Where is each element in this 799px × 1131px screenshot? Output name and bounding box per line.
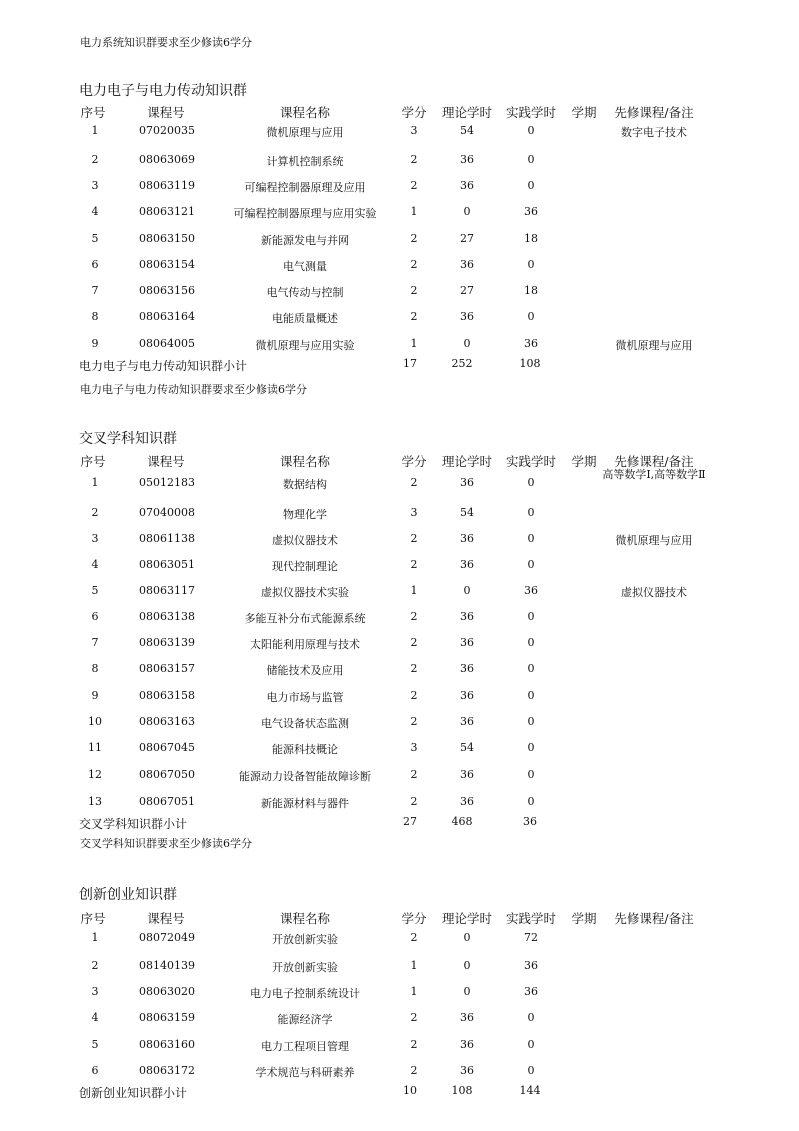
cell-code: 08063119	[139, 179, 195, 192]
cell-theory: 54	[460, 124, 474, 137]
cell-practice: 0	[527, 124, 535, 137]
cell-seq: 2	[91, 959, 99, 972]
cell-practice: 0	[527, 715, 535, 728]
table-row	[0, 715, 799, 733]
header-seq: 序号	[80, 911, 106, 926]
cell-credit: 2	[410, 689, 418, 702]
cell-practice: 0	[527, 532, 535, 545]
subtotal-label: 电力电子与电力传动知识群小计	[79, 359, 248, 373]
subtotal-credit: 10	[403, 1084, 417, 1097]
cell-credit: 2	[410, 558, 418, 571]
cell-theory: 36	[460, 636, 474, 649]
subtotal-theory: 468	[451, 815, 473, 828]
cell-name: 开放创新实验	[272, 961, 338, 974]
table-row	[0, 584, 799, 602]
cell-theory: 36	[460, 558, 474, 571]
subtotal-row	[0, 815, 799, 833]
table-row	[0, 468, 799, 494]
cell-seq: 6	[91, 258, 99, 271]
cell-theory: 27	[460, 284, 474, 297]
cell-practice: 0	[527, 1038, 535, 1051]
header-prereq: 先修课程/备注	[614, 105, 694, 120]
cell-seq: 10	[88, 715, 102, 728]
header-term: 学期	[571, 105, 597, 120]
top-note: 电力系统知识群要求至少修读6学分	[80, 36, 252, 49]
table-row	[0, 741, 799, 759]
cell-credit: 2	[410, 310, 418, 323]
subtotal-theory: 108	[451, 1084, 473, 1097]
cell-practice: 0	[527, 741, 535, 754]
cell-credit: 1	[410, 985, 418, 998]
cell-code: 08063164	[139, 310, 195, 323]
cell-prereq: 微机原理与应用	[615, 534, 693, 547]
cell-credit: 3	[410, 506, 418, 519]
cell-name: 能源科技概论	[272, 743, 338, 756]
cell-code: 08063157	[139, 662, 195, 675]
cell-name: 能源动力设备智能故障诊断	[239, 770, 371, 783]
cell-theory: 0	[463, 931, 471, 944]
subtotal-label: 交叉学科知识群小计	[79, 817, 188, 831]
cell-seq: 2	[91, 506, 99, 519]
cell-theory: 36	[460, 532, 474, 545]
cell-seq: 1	[91, 931, 99, 944]
header-prereq: 先修课程/备注	[614, 911, 694, 926]
cell-name: 可编程控制器原理及应用	[244, 181, 366, 194]
cell-name: 新能源材料与器件	[261, 797, 349, 810]
cell-credit: 2	[410, 232, 418, 245]
section-title: 交叉学科知识群	[79, 431, 177, 447]
cell-name: 虚拟仪器技术	[272, 534, 338, 547]
cell-theory: 0	[463, 337, 471, 350]
table-row	[0, 985, 799, 1003]
cell-code: 08072049	[139, 931, 195, 944]
header-term: 学期	[571, 911, 597, 926]
cell-credit: 2	[410, 284, 418, 297]
header-theory: 理论学时	[441, 911, 493, 926]
cell-practice: 0	[527, 636, 535, 649]
cell-code: 08140139	[139, 959, 195, 972]
cell-prereq: 微机原理与应用	[615, 339, 693, 352]
table-row	[0, 1038, 799, 1056]
cell-practice: 0	[527, 258, 535, 271]
cell-code: 08063139	[139, 636, 195, 649]
cell-name: 储能技术及应用	[266, 664, 344, 677]
cell-credit: 2	[410, 532, 418, 545]
cell-theory: 0	[463, 205, 471, 218]
cell-prereq: 虚拟仪器技术	[621, 586, 687, 599]
header-seq: 序号	[80, 105, 106, 120]
cell-code: 08063160	[139, 1038, 195, 1051]
cell-credit: 2	[410, 768, 418, 781]
table-row	[0, 284, 799, 302]
cell-name: 电气传动与控制	[266, 286, 344, 299]
cell-theory: 36	[460, 179, 474, 192]
section-note: 交叉学科知识群要求至少修读6学分	[80, 837, 252, 850]
cell-seq: 8	[91, 662, 99, 675]
cell-seq: 3	[91, 532, 99, 545]
cell-seq: 1	[91, 476, 99, 489]
cell-practice: 18	[524, 232, 538, 245]
cell-theory: 27	[460, 232, 474, 245]
cell-code: 08063159	[139, 1011, 195, 1024]
header-code: 课程号	[147, 105, 185, 120]
cell-code: 08067045	[139, 741, 195, 754]
cell-practice: 0	[527, 476, 535, 489]
header-practice: 实践学时	[505, 105, 557, 120]
table-header	[0, 909, 799, 927]
cell-theory: 36	[460, 1011, 474, 1024]
cell-code: 08061138	[139, 532, 195, 545]
cell-seq: 9	[91, 689, 99, 702]
cell-theory: 36	[460, 689, 474, 702]
cell-practice: 0	[527, 153, 535, 166]
cell-seq: 5	[91, 584, 99, 597]
table-row	[0, 558, 799, 576]
table-row	[0, 124, 799, 142]
cell-practice: 0	[527, 179, 535, 192]
header-term: 学期	[571, 454, 597, 469]
table-row	[0, 179, 799, 197]
cell-seq: 4	[91, 1011, 99, 1024]
cell-practice: 0	[527, 1064, 535, 1077]
cell-theory: 36	[460, 1064, 474, 1077]
cell-code: 08063154	[139, 258, 195, 271]
cell-name: 可编程控制器原理与应用实验	[233, 207, 377, 220]
cell-practice: 72	[524, 931, 538, 944]
cell-seq: 7	[91, 284, 99, 297]
cell-seq: 4	[91, 558, 99, 571]
cell-code: 08063172	[139, 1064, 195, 1077]
cell-theory: 36	[460, 795, 474, 808]
cell-name: 新能源发电与并网	[261, 234, 349, 247]
table-row	[0, 610, 799, 628]
table-row	[0, 959, 799, 977]
cell-code: 08063051	[139, 558, 195, 571]
cell-prereq: 数字电子技术	[621, 126, 687, 139]
cell-name: 学术规范与科研素养	[255, 1066, 355, 1079]
cell-name: 电气设备状态监测	[261, 717, 349, 730]
cell-practice: 36	[524, 337, 538, 350]
cell-code: 08063121	[139, 205, 195, 218]
cell-code: 08063163	[139, 715, 195, 728]
cell-practice: 0	[527, 310, 535, 323]
subtotal-practice: 36	[523, 815, 537, 828]
header-code: 课程号	[147, 911, 185, 926]
table-row	[0, 310, 799, 328]
header-credit: 学分	[401, 454, 427, 469]
cell-theory: 36	[460, 1038, 474, 1051]
cell-seq: 9	[91, 337, 99, 350]
cell-theory: 0	[463, 584, 471, 597]
subtotal-credit: 17	[403, 357, 417, 370]
table-row	[0, 689, 799, 707]
cell-theory: 54	[460, 506, 474, 519]
cell-credit: 2	[410, 636, 418, 649]
cell-code: 08067051	[139, 795, 195, 808]
cell-name: 虚拟仪器技术实验	[261, 586, 349, 599]
cell-practice: 36	[524, 205, 538, 218]
cell-code: 08063138	[139, 610, 195, 623]
cell-theory: 0	[463, 985, 471, 998]
cell-credit: 2	[410, 153, 418, 166]
section-title: 电力电子与电力传动知识群	[79, 83, 247, 99]
cell-seq: 5	[91, 232, 99, 245]
cell-credit: 1	[410, 584, 418, 597]
cell-seq: 6	[91, 1064, 99, 1077]
header-name: 课程名称	[279, 105, 331, 120]
table-row	[0, 636, 799, 654]
subtotal-practice: 108	[519, 357, 541, 370]
cell-name: 电力电子控制系统设计	[250, 987, 360, 1000]
cell-credit: 2	[410, 1011, 418, 1024]
subtotal-row	[0, 1084, 799, 1102]
cell-code: 08067050	[139, 768, 195, 781]
cell-theory: 36	[460, 715, 474, 728]
cell-name: 微机原理与应用	[266, 126, 344, 139]
section-note: 电力电子与电力传动知识群要求至少修读6学分	[80, 383, 307, 396]
cell-seq: 12	[88, 768, 102, 781]
cell-practice: 18	[524, 284, 538, 297]
cell-name: 数据结构	[283, 478, 327, 491]
cell-credit: 1	[410, 959, 418, 972]
table-row	[0, 337, 799, 355]
cell-code: 08063069	[139, 153, 195, 166]
header-theory: 理论学时	[441, 105, 493, 120]
cell-seq: 6	[91, 610, 99, 623]
cell-credit: 2	[410, 662, 418, 675]
cell-credit: 2	[410, 610, 418, 623]
cell-prereq: 高等数学Ⅰ,高等数学Ⅱ	[602, 468, 706, 481]
table-row	[0, 662, 799, 680]
header-code: 课程号	[147, 454, 185, 469]
cell-theory: 36	[460, 610, 474, 623]
header-prereq: 先修课程/备注	[614, 454, 694, 469]
cell-seq: 5	[91, 1038, 99, 1051]
cell-practice: 0	[527, 610, 535, 623]
cell-credit: 2	[410, 258, 418, 271]
cell-seq: 3	[91, 985, 99, 998]
cell-practice: 36	[524, 959, 538, 972]
header-theory: 理论学时	[441, 454, 493, 469]
header-practice: 实践学时	[505, 454, 557, 469]
cell-name: 太阳能利用原理与技术	[250, 638, 360, 651]
table-row	[0, 931, 799, 949]
table-row	[0, 532, 799, 550]
cell-credit: 3	[410, 124, 418, 137]
cell-credit: 2	[410, 1038, 418, 1051]
cell-theory: 36	[460, 310, 474, 323]
cell-practice: 0	[527, 689, 535, 702]
cell-name: 多能互补分布式能源系统	[244, 612, 366, 625]
cell-theory: 36	[460, 662, 474, 675]
table-row	[0, 795, 799, 813]
header-name: 课程名称	[279, 454, 331, 469]
subtotal-theory: 252	[451, 357, 473, 370]
header-name: 课程名称	[279, 911, 331, 926]
subtotal-practice: 144	[519, 1084, 541, 1097]
cell-name: 物理化学	[283, 508, 327, 521]
cell-code: 08063117	[139, 584, 195, 597]
cell-name: 现代控制理论	[272, 560, 338, 573]
cell-code: 08063156	[139, 284, 195, 297]
table-row	[0, 205, 799, 223]
cell-code: 08063158	[139, 689, 195, 702]
cell-practice: 36	[524, 985, 538, 998]
table-row	[0, 1011, 799, 1029]
cell-credit: 1	[410, 337, 418, 350]
cell-practice: 0	[527, 795, 535, 808]
table-row	[0, 506, 799, 524]
subtotal-credit: 27	[403, 815, 417, 828]
cell-practice: 0	[527, 768, 535, 781]
cell-practice: 0	[527, 662, 535, 675]
cell-credit: 2	[410, 476, 418, 489]
cell-seq: 2	[91, 153, 99, 166]
cell-name: 电力工程项目管理	[261, 1040, 349, 1053]
cell-code: 05012183	[139, 476, 195, 489]
cell-code: 07040008	[139, 506, 195, 519]
cell-name: 电力市场与监管	[266, 691, 344, 704]
cell-code: 08063150	[139, 232, 195, 245]
cell-name: 微机原理与应用实验	[255, 339, 355, 352]
table-row	[0, 768, 799, 786]
cell-code: 07020035	[139, 124, 195, 137]
cell-theory: 36	[460, 153, 474, 166]
cell-credit: 2	[410, 715, 418, 728]
table-row	[0, 153, 799, 171]
cell-practice: 0	[527, 558, 535, 571]
cell-theory: 0	[463, 959, 471, 972]
cell-practice: 0	[527, 506, 535, 519]
cell-code: 08063020	[139, 985, 195, 998]
cell-theory: 54	[460, 741, 474, 754]
cell-credit: 2	[410, 795, 418, 808]
cell-seq: 4	[91, 205, 99, 218]
cell-credit: 2	[410, 931, 418, 944]
cell-name: 电能质量概述	[272, 312, 338, 325]
cell-credit: 2	[410, 179, 418, 192]
header-practice: 实践学时	[505, 911, 557, 926]
cell-credit: 3	[410, 741, 418, 754]
cell-theory: 36	[460, 476, 474, 489]
cell-name: 开放创新实验	[272, 933, 338, 946]
cell-theory: 36	[460, 768, 474, 781]
header-credit: 学分	[401, 105, 427, 120]
subtotal-label: 创新创业知识群小计	[79, 1086, 188, 1100]
subtotal-row	[0, 357, 799, 375]
cell-credit: 2	[410, 1064, 418, 1077]
cell-theory: 36	[460, 258, 474, 271]
cell-credit: 1	[410, 205, 418, 218]
cell-code: 08064005	[139, 337, 195, 350]
cell-practice: 36	[524, 584, 538, 597]
cell-seq: 8	[91, 310, 99, 323]
table-row	[0, 232, 799, 250]
cell-name: 能源经济学	[277, 1013, 333, 1026]
cell-seq: 13	[88, 795, 102, 808]
cell-seq: 7	[91, 636, 99, 649]
table-row	[0, 1064, 799, 1082]
cell-name: 计算机控制系统	[266, 155, 344, 168]
cell-practice: 0	[527, 1011, 535, 1024]
cell-seq: 11	[88, 741, 102, 754]
table-row	[0, 258, 799, 276]
cell-name: 电气测量	[283, 260, 327, 273]
cell-seq: 3	[91, 179, 99, 192]
table-header	[0, 103, 799, 121]
header-seq: 序号	[80, 454, 106, 469]
header-credit: 学分	[401, 911, 427, 926]
cell-seq: 1	[91, 124, 99, 137]
section-title: 创新创业知识群	[79, 887, 177, 903]
